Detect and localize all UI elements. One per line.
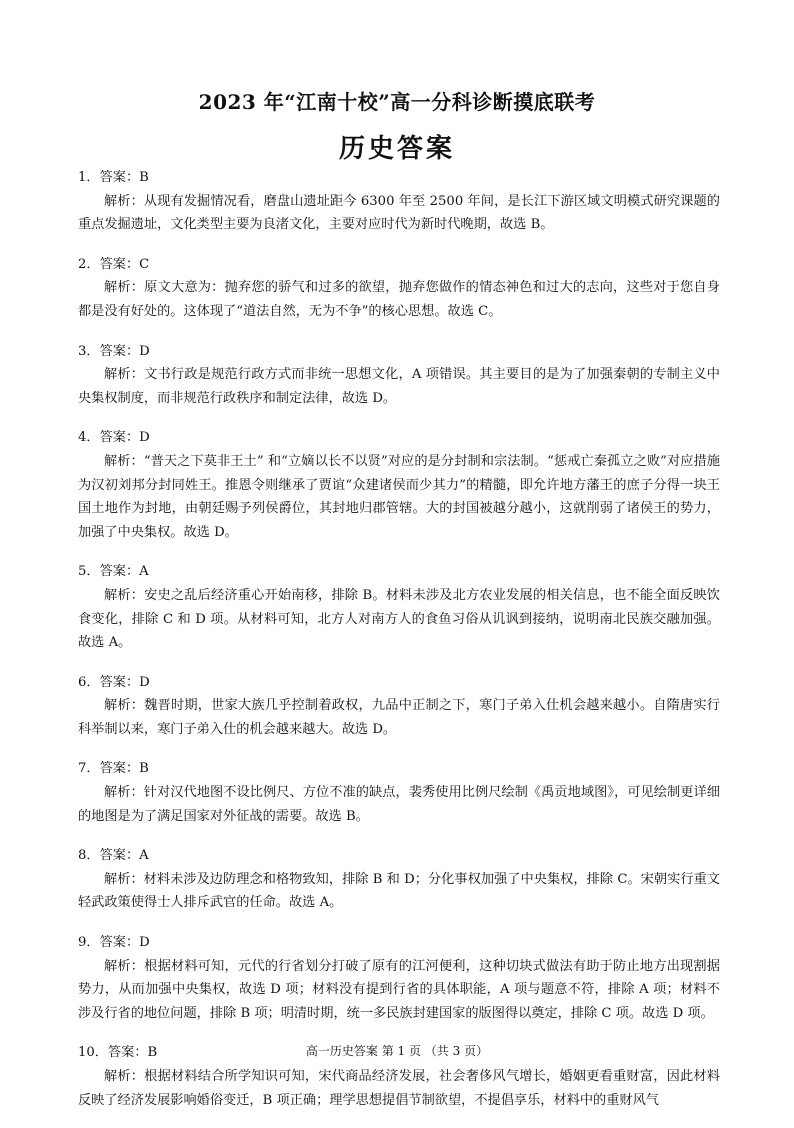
answer-line: 10．答案：B [78,1045,158,1061]
analysis-text: 解析：原文大意为：抛弃您的骄气和过多的欲望，抛弃您做作的情态神色和过大的志向，这些对于您自身都是没有好处的。这体现了“道法自然，无为不争”的核心思想。故选 C。 [78,280,720,319]
answer-line: 1．答案：B [78,170,149,185]
document-title: 2023 年“江南十校”高一分科诊断摸底联考 [198,90,596,114]
analysis-text: 解析：从现有发掘情况看，磨盘山遗址距今 6300 年至 2500 年间，是长江下游区域文明模式研究课题的重点发掘遗址，文化类型主要为良渚文化，主要对应时代为新时代晚期，故选 B。 [78,193,720,233]
analysis-text: 解析：“普天之下莫非王土” 和“立嫡以长不以贤”对应的是分封制和宗法制。“惩戒亡秦孤立之败”对应措施为汉初刘邦分封同姓王。推恩令则继承了贾谊“众建诸侯而少其力”的精髓，即允许地方藩王的庶子分得一块王国土地作为封地，由朝廷赐予列侯爵位，其封地归郡管辖。大的封国被越分越小，这就削弱了诸侯王的势力，加强了中央集权。故选 D。 [78,453,720,540]
answer-line: 2．答案：C [78,256,150,272]
answer-item-5 [78,560,720,654]
answer-item-8 [78,844,720,915]
document-subtitle: 历史答案 [338,134,455,164]
analysis-text: 解析：材料未涉及边防理念和格物致知，排除 B 和 D；分化事权加强了中央集权，排除 C。宋朝实行重文轻武政策使得士人排斥武官的任命。故选 A。 [78,871,720,911]
answer-line: 4．答案：D [78,430,150,446]
answer-line: 8．答案：A [78,848,149,864]
answer-list [78,166,720,1128]
analysis-text: 解析：安史之乱后经济重心开始南移，排除 B。材料未涉及北方农业发展的相关信息，也不能全面反映饮食变化，排除 C 和 D 项。从材料可知，北方人对南方人的食鱼习俗从讥讽到接纳，说明南北民族交融加强。故选 A。 [78,587,720,651]
answer-line: 6．答案：D [78,674,150,690]
analysis-text: 解析：魏晋时期，世家大族几乎控制着政权，九品中正制之下，寒门子弟入仕机会越来越小。自隋唐实行科举制以来，寒门子弟入仕的机会越来越大。故选 D。 [78,698,720,737]
analysis-text: 解析：根据材料可知，元代的行省划分打破了原有的江河便利，这种切块式做法有助于防止地方出现割据势力，从而加强中央集权，故选 D 项；材料没有提到行省的具体职能，A 项与题意不符，排除 A 项；材料不涉及行省的地位问题，排除 B 项；明清时期，统一多民族封建国家的版图得以奠定，排除 C 项。故选 D 项。 [78,958,720,1021]
analysis-text: 解析：针对汉代地图不设比例尺、方位不准的缺点，裴秀使用比例尺绘制《禹贡地域图》，可见绘制更详细的地图是为了满足国家对外征战的需要。故选 B。 [78,785,720,824]
answer-item-2 [78,253,720,324]
answer-line: 3．答案：D [78,343,150,359]
answer-item-1 [78,166,720,237]
answer-line: 5．答案：A [78,564,149,580]
answer-line: 7．答案：B [78,761,149,777]
answer-item-3 [78,340,720,411]
answer-item-7 [78,757,720,828]
analysis-text: 解析：根据材料结合所学知识可知，宋代商品经济发展，社会奢侈风气增长，婚姻更看重财富，因此材料反映了经济发展影响婚俗变迁，B 项正确；理学思想提倡节制欲望，不提倡享乐，材料中的重财风气 [78,1069,720,1108]
answer-item-6 [78,671,720,742]
page-footer: 高一历史答案 第 1 页 （共 3 页） [305,1044,489,1058]
answer-item-4 [78,426,720,544]
answer-item-9 [78,931,720,1025]
answer-line: 9．答案：D [78,935,150,951]
analysis-text: 解析：文书行政是规范行政方式而非统一思想文化，A 项错误。其主要目的是为了加强秦朝的专制主义中央集权制度，而非规范行政秩序和制定法律，故选 D。 [78,367,720,406]
